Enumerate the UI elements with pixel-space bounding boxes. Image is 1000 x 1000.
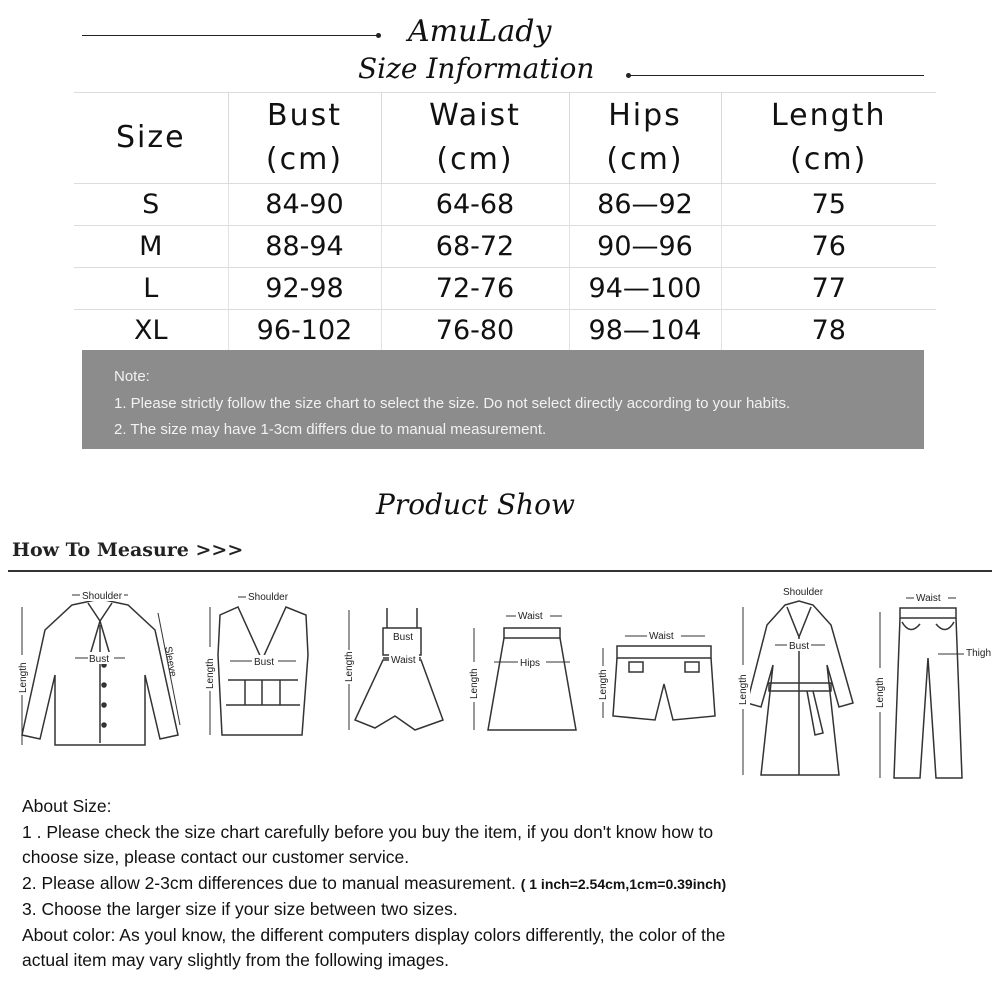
header-length: Length (cm) — [721, 93, 936, 184]
brand-name: AmuLady — [408, 14, 552, 49]
note-line-1: 1. Please strictly follow the size chart to select the size. Do not select directly according to your habits. — [114, 395, 791, 412]
label-hips: Hips — [520, 658, 541, 669]
size-table-header — [74, 93, 936, 184]
about-line-2-text: 2. Please allow 2-3cm differences due to manual measurement. — [22, 872, 516, 893]
how-to-measure-rule — [8, 570, 992, 572]
about-size-section — [22, 794, 982, 974]
cell-waist: 64-68 — [381, 184, 569, 226]
cell-bust: 92-98 — [228, 268, 381, 310]
sundress-diagram — [335, 600, 460, 740]
cell-length: 76 — [721, 226, 936, 268]
label-shoulder: Shoulder — [783, 587, 824, 598]
header-bust: Bust (cm) — [228, 93, 381, 184]
cell-size: M — [74, 226, 228, 268]
about-line-1: 1 . Please check the size chart carefully before you buy the item, if you don't know how to — [22, 821, 714, 842]
cell-hips: 98—104 — [569, 310, 721, 352]
label-shoulder: Shoulder — [82, 591, 123, 602]
size-table — [74, 92, 936, 351]
shorts-diagram — [595, 624, 725, 729]
header-waist: Waist (cm) — [381, 93, 569, 184]
label-waist: Waist — [518, 611, 543, 622]
about-line-3: 3. Choose the larger size if your size between two sizes. — [22, 899, 458, 919]
label-bust: Bust — [393, 632, 414, 643]
label-length: Length — [875, 677, 886, 708]
header-hips: Hips (cm) — [569, 93, 721, 184]
brand-left-rule — [82, 35, 378, 36]
about-color-1: About color: As youl know, the different computers display colors differently, the color of the — [22, 924, 726, 945]
cell-hips: 86—92 — [569, 184, 721, 226]
cell-waist: 68-72 — [381, 226, 569, 268]
about-size-heading: About Size: — [22, 796, 112, 816]
brand-rule-dot — [376, 33, 381, 38]
skirt-diagram — [462, 604, 587, 739]
about-line-2 — [22, 871, 982, 898]
trousers-diagram — [872, 588, 992, 783]
cell-size: XL — [74, 310, 228, 352]
label-sleeve: Sleeve — [162, 645, 179, 678]
cell-size: L — [74, 268, 228, 310]
cell-waist: 76-80 — [381, 310, 569, 352]
table-row — [74, 184, 936, 226]
label-length: Length — [598, 669, 609, 700]
conversion-note: ( 1 inch=2.54cm,1cm=0.39inch) — [520, 875, 727, 892]
note-box — [82, 350, 924, 449]
cell-length: 77 — [721, 268, 936, 310]
cell-length: 78 — [721, 310, 936, 352]
table-row — [74, 226, 936, 268]
cell-waist: 72-76 — [381, 268, 569, 310]
cell-bust: 84-90 — [228, 184, 381, 226]
table-row — [74, 268, 936, 310]
how-to-measure-title: How To Measure >>> — [12, 539, 244, 561]
label-waist: Waist — [391, 655, 416, 666]
label-length: Length — [738, 674, 749, 705]
label-length: Length — [344, 651, 355, 682]
label-thigh: Thigh — [966, 648, 992, 659]
label-bust: Bust — [254, 657, 275, 668]
trench-coat-diagram — [735, 585, 860, 780]
note-line-2: 2. The size may have 1-3cm differs due to manual measurement. — [114, 421, 547, 438]
cell-length: 75 — [721, 184, 936, 226]
table-row — [74, 310, 936, 352]
cell-hips: 90—96 — [569, 226, 721, 268]
about-color-2: actual item may vary slightly from the following images. — [22, 950, 449, 970]
label-length: Length — [18, 662, 29, 693]
label-shoulder: Shoulder — [248, 592, 289, 603]
cell-bust: 96-102 — [228, 310, 381, 352]
label-waist: Waist — [649, 631, 674, 642]
cell-hips: 94—100 — [569, 268, 721, 310]
header-size: Size — [115, 120, 186, 155]
label-bust: Bust — [89, 654, 110, 665]
note-title: Note: — [114, 368, 150, 385]
label-bust: Bust — [789, 641, 810, 652]
cell-size: S — [74, 184, 228, 226]
label-length: Length — [205, 658, 216, 689]
blouse-diagram — [10, 585, 190, 755]
tank-top-diagram — [200, 585, 330, 745]
title-right-rule — [630, 75, 924, 76]
cell-bust: 88-94 — [228, 226, 381, 268]
size-info-title: Size Information — [358, 52, 595, 85]
label-waist: Waist — [916, 593, 941, 604]
about-line-1b: choose size, please contact our customer service. — [22, 847, 410, 867]
product-show-title: Product Show — [376, 488, 575, 521]
label-length: Length — [469, 668, 480, 699]
